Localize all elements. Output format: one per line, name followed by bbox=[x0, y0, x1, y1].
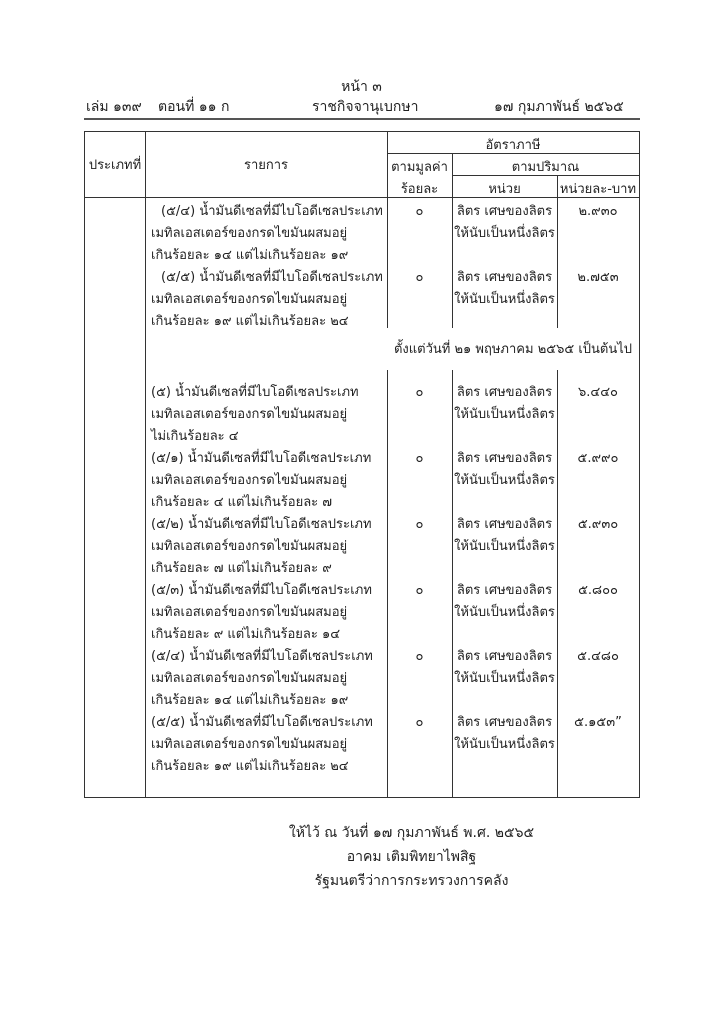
col-header-unit-baht: หน่วยละ-บาท bbox=[559, 182, 637, 197]
given-on-date: ให้ไว้ ณ วันที่ ๑๗ กุมภาพันธ์ พ.ศ. ๒๕๖๕ bbox=[288, 825, 535, 841]
unit-line: ให้นับเป็นหนึ่งลิตร bbox=[454, 539, 555, 554]
item-line: (๕/๔) น้ำมันดีเซลที่มีไบโอดีเซลประเภท bbox=[151, 649, 373, 664]
unit-line: ลิตร เศษของลิตร bbox=[456, 270, 553, 285]
effective-date-note: ตั้งแต่วันที่ ๒๑ พฤษภาคม ๒๕๖๕ เป็นต้นไป bbox=[393, 342, 633, 357]
unit-line: ลิตร เศษของลิตร bbox=[456, 715, 553, 730]
signatory-name: อาคม เติมพิทยาไพสิฐ bbox=[346, 849, 477, 865]
unit-line: ให้นับเป็นหนึ่งลิตร bbox=[454, 737, 555, 752]
baht-per-unit: ๕.๙๙๐ bbox=[577, 451, 619, 466]
gazette-title: ราชกิจจานุเบกษา bbox=[312, 99, 419, 115]
item-line: (๕) น้ำมันดีเซลที่มีไบโอดีเซลประเภท bbox=[151, 385, 359, 400]
item-line: (๕/๒) น้ำมันดีเซลที่มีไบโอดีเซลประเภท bbox=[151, 517, 372, 532]
baht-per-unit: ๒.๗๕๓ bbox=[577, 270, 619, 285]
item-line: เกินร้อยละ ๑๔ แต่ไม่เกินร้อยละ ๑๙ bbox=[151, 693, 349, 708]
unit-line: ลิตร เศษของลิตร bbox=[456, 204, 553, 219]
item-line: เกินร้อยละ ๑๔ แต่ไม่เกินร้อยละ ๑๙ bbox=[151, 248, 349, 263]
item-line: (๕/๔) น้ำมันดีเซลที่มีไบโอดีเซลประเภท bbox=[161, 204, 383, 219]
header-divider bbox=[84, 118, 640, 120]
unit-line: ลิตร เศษของลิตร bbox=[456, 517, 553, 532]
baht-per-unit: ๒.๙๓๐ bbox=[578, 204, 618, 219]
value-pct: ๐ bbox=[415, 385, 424, 400]
item-line: เมทิลเอสเตอร์ของกรดไขมันผสมอยู่ bbox=[151, 737, 348, 752]
page-number: หน้า ๓ bbox=[341, 79, 382, 95]
volume-label: เล่ม ๑๓๙ bbox=[86, 99, 142, 115]
unit-line: ให้นับเป็นหนึ่งลิตร bbox=[454, 473, 555, 488]
item-line: เกินร้อยละ ๗ แต่ไม่เกินร้อยละ ๙ bbox=[151, 561, 332, 576]
unit-line: ให้นับเป็นหนึ่งลิตร bbox=[454, 671, 555, 686]
baht-per-unit: ๕.๑๕๓” bbox=[574, 715, 622, 730]
item-line: (๕/๕) น้ำมันดีเซลที่มีไบโอดีเซลประเภท bbox=[151, 715, 373, 730]
baht-per-unit: ๖.๔๔๐ bbox=[578, 385, 618, 400]
item-line: เกินร้อยละ ๑๙ แต่ไม่เกินร้อยละ ๒๔ bbox=[151, 314, 349, 329]
item-line: เมทิลเอสเตอร์ของกรดไขมันผสมอยู่ bbox=[151, 605, 348, 620]
item-line: เกินร้อยละ ๔ แต่ไม่เกินร้อยละ ๗ bbox=[151, 495, 333, 510]
tax-rate-table bbox=[84, 131, 640, 798]
value-pct: ๐ bbox=[415, 517, 424, 532]
item-line: เกินร้อยละ ๑๙ แต่ไม่เกินร้อยละ ๒๔ bbox=[151, 759, 349, 774]
unit-line: ลิตร เศษของลิตร bbox=[456, 649, 553, 664]
item-line: ไม่เกินร้อยละ ๔ bbox=[151, 429, 239, 444]
baht-per-unit: ๕.๙๓๐ bbox=[577, 517, 619, 532]
value-pct: ๐ bbox=[415, 715, 424, 730]
unit-line: ลิตร เศษของลิตร bbox=[456, 451, 553, 466]
item-line: (๕/๓) น้ำมันดีเซลที่มีไบโอดีเซลประเภท bbox=[151, 583, 372, 598]
item-line: (๕/๑) น้ำมันดีเซลที่มีไบโอดีเซลประเภท bbox=[151, 451, 372, 466]
item-line: เมทิลเอสเตอร์ของกรดไขมันผสมอยู่ bbox=[151, 473, 348, 488]
header-date: ๑๗ กุมภาพันธ์ ๒๕๖๕ bbox=[494, 99, 624, 115]
col-header-unit: หน่วย bbox=[488, 182, 521, 197]
item-line: เมทิลเอสเตอร์ของกรดไขมันผสมอยู่ bbox=[151, 407, 348, 422]
col-header-items: รายการ bbox=[243, 158, 289, 173]
col-header-quantity: ตามปริมาณ bbox=[511, 160, 580, 175]
unit-line: ให้นับเป็นหนึ่งลิตร bbox=[454, 605, 555, 620]
unit-line: ให้นับเป็นหนึ่งลิตร bbox=[454, 226, 555, 241]
value-pct: ๐ bbox=[415, 204, 424, 219]
value-pct: ๐ bbox=[415, 649, 424, 664]
unit-line: ให้นับเป็นหนึ่งลิตร bbox=[454, 407, 555, 422]
divider-type-col bbox=[145, 132, 146, 797]
item-line: เมทิลเอสเตอร์ของกรดไขมันผสมอยู่ bbox=[151, 671, 348, 686]
item-line: เมทิลเอสเตอร์ของกรดไขมันผสมอยู่ bbox=[151, 226, 348, 241]
unit-line: ให้นับเป็นหนึ่งลิตร bbox=[454, 292, 555, 307]
unit-line: ลิตร เศษของลิตร bbox=[456, 385, 553, 400]
item-line: (๕/๕) น้ำมันดีเซลที่มีไบโอดีเซลประเภท bbox=[161, 270, 383, 285]
item-line: เมทิลเอสเตอร์ของกรดไขมันผสมอยู่ bbox=[151, 292, 348, 307]
col-header-type: ประเภทที่ bbox=[88, 158, 142, 173]
signatory-position: รัฐมนตรีว่าการกระทรวงการคลัง bbox=[314, 873, 509, 889]
value-pct: ๐ bbox=[415, 583, 424, 598]
col-header-value: ตามมูลค่า bbox=[391, 160, 448, 175]
unit-line: ลิตร เศษของลิตร bbox=[456, 583, 553, 598]
item-line: เกินร้อยละ ๙ แต่ไม่เกินร้อยละ ๑๔ bbox=[151, 627, 341, 642]
value-pct: ๐ bbox=[415, 270, 424, 285]
value-pct: ๐ bbox=[415, 451, 424, 466]
issue-label: ตอนที่ ๑๑ ก bbox=[158, 99, 230, 115]
baht-per-unit: ๕.๘๐๐ bbox=[578, 583, 618, 598]
col-header-value-sub: ร้อยละ bbox=[400, 182, 439, 197]
item-line: เมทิลเอสเตอร์ของกรดไขมันผสมอยู่ bbox=[151, 539, 348, 554]
baht-per-unit: ๕.๔๘๐ bbox=[577, 649, 619, 664]
col-header-rate: อัตราภาษี bbox=[485, 138, 541, 153]
